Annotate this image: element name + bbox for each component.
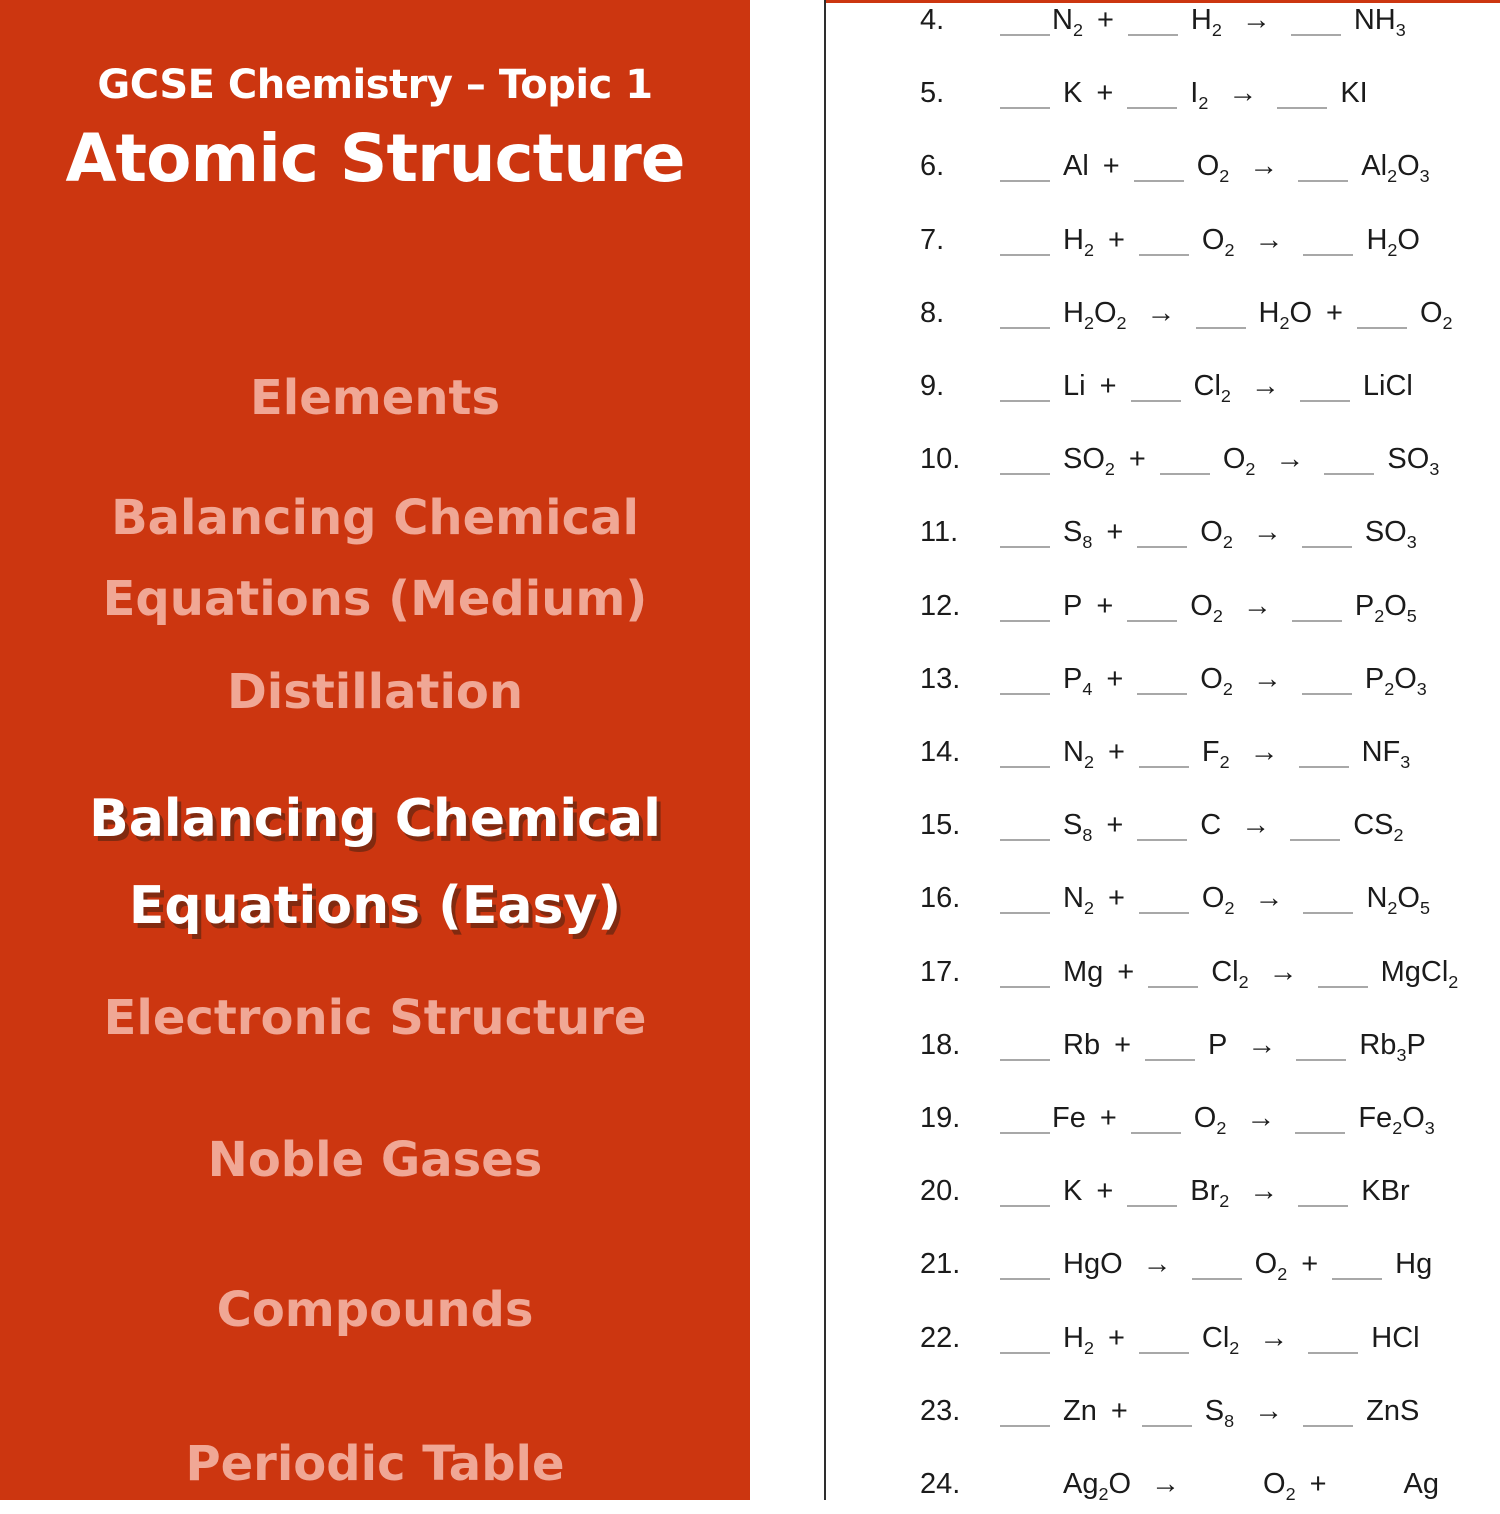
blank-line — [1292, 620, 1342, 622]
arrow-operator: → — [1241, 809, 1271, 842]
arrow-operator: → — [1252, 662, 1282, 695]
formula: $O_2$ — [1263, 1468, 1296, 1504]
formula: Rb — [1063, 1028, 1101, 1061]
formula: Li — [1063, 370, 1086, 402]
equation — [1000, 1321, 1420, 1358]
formula: Hg — [1395, 1248, 1433, 1281]
equation-number: 10. — [920, 443, 961, 476]
formula: ZnS — [1366, 1394, 1420, 1427]
equation-row — [750, 516, 1500, 562]
formula: Ag — [1403, 1468, 1440, 1500]
equation — [1000, 150, 1430, 187]
blank-line — [1302, 693, 1352, 695]
equation-row — [750, 1029, 1500, 1075]
plus-operator: + — [1107, 882, 1125, 915]
blank-line — [1128, 34, 1178, 36]
blank-line — [1131, 400, 1181, 402]
arrow-operator: → — [1259, 1321, 1289, 1354]
formula: $H_2O$ — [1366, 223, 1420, 260]
blank-line — [1137, 839, 1187, 841]
formula: $O_2$ — [1222, 443, 1256, 479]
equation — [1000, 1175, 1410, 1211]
arrow-operator: → — [1254, 882, 1284, 915]
blank-line — [1296, 1059, 1346, 1061]
formula: $O_2$ — [1254, 1248, 1288, 1285]
blank-line — [1000, 1278, 1050, 1280]
plus-operator: + — [1107, 1321, 1125, 1354]
plus-operator: + — [1096, 589, 1114, 622]
blank-line — [1303, 254, 1353, 256]
blank-line — [1000, 839, 1050, 841]
formula: $H_2O$ — [1258, 296, 1313, 333]
equation — [1000, 1248, 1433, 1285]
formula: $Cl_2$ — [1201, 1321, 1240, 1358]
formula: $P_2O_5$ — [1354, 589, 1417, 626]
worksheet-panel — [750, 0, 1500, 1504]
equation — [1000, 662, 1427, 699]
blank-line — [1000, 1205, 1050, 1207]
formula: $I_2$ — [1190, 77, 1209, 113]
arrow-operator: → — [1249, 736, 1279, 768]
formula: KI — [1340, 77, 1368, 110]
formula: $Cl_2$ — [1193, 370, 1231, 406]
arrow-operator: → — [1247, 1028, 1277, 1061]
blank-line — [1145, 1059, 1195, 1061]
plus-operator: + — [1309, 1468, 1327, 1500]
formula: $O_2$ — [1201, 882, 1235, 919]
equation-row — [750, 370, 1500, 416]
sidebar — [0, 0, 750, 1500]
arrow-operator: → — [1249, 1175, 1279, 1208]
blank-line — [1127, 620, 1177, 622]
equation — [1000, 223, 1420, 260]
blank-line — [1000, 912, 1050, 914]
formula: $N_2$ — [1063, 882, 1094, 919]
equation-number: 5. — [920, 77, 945, 110]
formula: $S_8$ — [1063, 516, 1093, 553]
formula: $Fe_2O_3$ — [1358, 1102, 1435, 1138]
equation — [1000, 1028, 1426, 1065]
blank-line — [1000, 620, 1050, 622]
plus-operator: + — [1106, 809, 1124, 842]
equation-row — [750, 1248, 1500, 1294]
formula: $F_2$ — [1201, 736, 1230, 772]
plus-operator: + — [1096, 77, 1114, 110]
formula: $O_2$ — [1190, 589, 1223, 626]
blank-line — [1298, 1205, 1348, 1207]
equation-number: 17. — [920, 955, 961, 988]
formula: KBr — [1361, 1175, 1410, 1208]
equation — [1000, 589, 1417, 626]
blank-line — [1000, 180, 1050, 182]
plus-operator: + — [1107, 223, 1125, 256]
equation-number: 18. — [920, 1028, 961, 1061]
arrow-operator: → — [1252, 516, 1282, 549]
plus-operator: + — [1099, 370, 1117, 402]
formula: $H_2$ — [1063, 223, 1094, 260]
sidebar-item-distillation[interactable]: Distillation — [226, 664, 524, 720]
sidebar-item-balancing-chemical-equations-easy[interactable]: Balancing Chemical Equations (Easy) — [89, 789, 661, 937]
arrow-operator: → — [1268, 955, 1298, 988]
course-title: Atomic Structure — [65, 120, 685, 197]
blank-line — [1137, 693, 1187, 695]
blank-line — [1303, 1425, 1353, 1427]
arrow-operator: → — [1242, 589, 1272, 622]
blank-line — [1290, 839, 1340, 841]
equation — [1000, 77, 1368, 113]
formula: $O_2$ — [1419, 296, 1453, 333]
blank-line — [1277, 107, 1327, 109]
blank-line — [1291, 34, 1341, 36]
equation-row — [750, 77, 1500, 123]
blank-line — [1000, 1059, 1050, 1061]
equation-number: 19. — [920, 1102, 961, 1134]
equation-number: 11. — [920, 516, 959, 549]
blank-line — [1139, 1352, 1189, 1354]
sidebar-item-elements[interactable]: Elements — [249, 370, 501, 426]
plus-operator: + — [1096, 1175, 1114, 1208]
formula: $O_2$ — [1200, 516, 1233, 553]
equation — [1000, 296, 1453, 333]
formula: $S_8$ — [1063, 809, 1093, 845]
equation-row — [750, 443, 1500, 489]
blank-line — [1000, 1352, 1050, 1354]
formula: K — [1063, 77, 1083, 110]
worksheet-top-border — [825, 0, 1500, 3]
blank-line — [1000, 473, 1050, 475]
arrow-operator: → — [1146, 296, 1176, 329]
sidebar-item-balancing-chemical-equations-medium[interactable]: Balancing Chemical Equations (Medium) — [102, 490, 648, 627]
blank-line — [1000, 107, 1050, 109]
equation-row — [750, 1175, 1500, 1221]
formula: $N_2$ — [1063, 736, 1094, 772]
plus-operator: + — [1110, 1394, 1128, 1427]
equation-number: 16. — [920, 882, 961, 915]
plus-operator: + — [1128, 443, 1146, 476]
formula: $Ag_2O$ — [1063, 1468, 1132, 1504]
blank-line — [1300, 400, 1350, 402]
equation-number: 21. — [920, 1248, 961, 1281]
blank-line — [1308, 1352, 1358, 1354]
arrow-operator: → — [1246, 1102, 1276, 1134]
arrow-operator: → — [1142, 1248, 1172, 1281]
formula: $O_2$ — [1201, 223, 1235, 260]
formula: C — [1200, 809, 1222, 842]
formula: $O_2$ — [1193, 1102, 1227, 1138]
blank-line — [1299, 766, 1349, 768]
blank-line — [1000, 1132, 1050, 1134]
formula: Zn — [1063, 1394, 1097, 1427]
blank-line — [1000, 34, 1050, 36]
topic-heading: GCSE Chemistry – Topic 1 — [97, 62, 653, 108]
equation-row — [750, 956, 1500, 1002]
equation-row — [750, 663, 1500, 709]
blank-line — [1298, 180, 1348, 182]
equation-number: 9. — [920, 370, 945, 402]
arrow-operator: → — [1228, 77, 1258, 110]
blank-line — [1196, 327, 1246, 329]
equation-row — [750, 809, 1500, 855]
formula: P — [1208, 1028, 1228, 1061]
equation — [1000, 955, 1459, 992]
arrow-operator: → — [1250, 370, 1280, 402]
arrow-operator: → — [1254, 1394, 1284, 1427]
blank-line — [1000, 254, 1050, 256]
blank-line — [1000, 693, 1050, 695]
blank-line — [1000, 546, 1050, 548]
blank-line — [1000, 986, 1050, 988]
blank-line — [1000, 400, 1050, 402]
equation — [1000, 516, 1417, 553]
formula: $N_2$ — [1052, 4, 1083, 40]
equation-number: 15. — [920, 809, 961, 842]
formula: $H_2O_2$ — [1063, 296, 1127, 333]
formula: $NF_3$ — [1361, 736, 1411, 772]
formula: $CS_2$ — [1353, 809, 1404, 845]
plus-operator: + — [1117, 955, 1135, 988]
formula: HCl — [1371, 1321, 1420, 1354]
plus-operator: + — [1099, 1102, 1117, 1134]
sidebar-item-electronic-structure[interactable]: Electronic Structure — [103, 990, 647, 1046]
equation-number: 14. — [920, 736, 961, 768]
equation-row — [750, 224, 1500, 270]
equation-row — [750, 736, 1500, 782]
equation-number: 8. — [920, 296, 945, 329]
plus-operator: + — [1114, 1028, 1132, 1061]
blank-line — [1192, 1278, 1242, 1280]
plus-operator: + — [1102, 150, 1120, 183]
blank-line — [1357, 327, 1407, 329]
formula: K — [1063, 1175, 1083, 1208]
equation-number: 23. — [920, 1394, 961, 1427]
formula: $SO_2$ — [1063, 443, 1115, 479]
blank-line — [1148, 986, 1198, 988]
equation-row — [750, 297, 1500, 343]
blank-line — [1295, 1132, 1345, 1134]
equation — [1000, 882, 1430, 919]
blank-line — [1324, 473, 1374, 475]
equation-number: 22. — [920, 1321, 961, 1354]
equation — [1000, 443, 1440, 479]
formula: $P_4$ — [1063, 662, 1093, 699]
equation-row — [750, 1102, 1500, 1148]
plus-operator: + — [1107, 736, 1125, 768]
equation — [1000, 1102, 1435, 1138]
equation-row — [750, 590, 1500, 636]
arrow-operator: → — [1254, 223, 1284, 256]
equation — [1000, 370, 1413, 406]
formula: Mg — [1063, 955, 1104, 988]
equation-row — [750, 1468, 1500, 1514]
blank-line — [1000, 766, 1050, 768]
blank-line — [1134, 180, 1184, 182]
equation — [1000, 736, 1411, 772]
blank-line — [1303, 912, 1353, 914]
formula: HgO — [1063, 1248, 1123, 1281]
blank-line — [1332, 1278, 1382, 1280]
formula: $N_2O_5$ — [1366, 882, 1430, 919]
equation — [1000, 1468, 1440, 1504]
blank-line — [1302, 546, 1352, 548]
blank-line — [1131, 1132, 1181, 1134]
formula: $Cl_2$ — [1211, 955, 1249, 992]
formula: LiCl — [1362, 370, 1413, 402]
formula: $Al_2O_3$ — [1361, 150, 1430, 187]
equation-number: 24. — [920, 1468, 961, 1500]
formula: Al — [1063, 150, 1089, 183]
plus-operator: + — [1106, 662, 1124, 695]
blank-line — [1137, 546, 1187, 548]
blank-line — [1000, 327, 1050, 329]
equation — [1000, 809, 1404, 845]
formula: $S_8$ — [1204, 1394, 1235, 1431]
plus-operator: + — [1326, 296, 1343, 329]
equation-row — [750, 1322, 1500, 1368]
blank-line — [1160, 473, 1210, 475]
formula: $SO_3$ — [1387, 443, 1440, 479]
blank-line — [1127, 1205, 1177, 1207]
blank-line — [1000, 1425, 1050, 1427]
formula: $Br_2$ — [1190, 1175, 1230, 1211]
equation-number: 20. — [920, 1175, 961, 1208]
formula: $Rb_3P$ — [1359, 1028, 1426, 1065]
blank-line — [1139, 254, 1189, 256]
formula: $H_2$ — [1190, 4, 1222, 40]
formula: $NH_3$ — [1353, 4, 1406, 40]
blank-line — [1127, 107, 1177, 109]
formula: $H_2$ — [1063, 1321, 1094, 1358]
plus-operator: + — [1096, 4, 1114, 36]
blank-line — [1142, 1425, 1192, 1427]
equation — [1000, 1394, 1420, 1431]
formula: MgCl$_2$ — [1380, 955, 1459, 992]
formula: $P_2O_3$ — [1364, 662, 1427, 699]
blank-line — [1139, 912, 1189, 914]
plus-operator: + — [1301, 1248, 1319, 1281]
formula: P — [1063, 589, 1083, 622]
sidebar-item-periodic-table[interactable]: Periodic Table — [185, 1436, 565, 1492]
equation-number: 6. — [920, 150, 945, 183]
formula: $O_2$ — [1200, 662, 1233, 699]
arrow-operator: → — [1249, 150, 1279, 183]
formula: Fe — [1052, 1102, 1086, 1134]
equation-row — [750, 150, 1500, 196]
sidebar-item-noble-gases[interactable]: Noble Gases — [207, 1132, 543, 1188]
equation-number: 12. — [920, 589, 961, 622]
arrow-operator: → — [1151, 1468, 1181, 1500]
arrow-operator: → — [1275, 443, 1305, 476]
sidebar-item-compounds[interactable]: Compounds — [216, 1282, 534, 1338]
equation-number: 7. — [920, 223, 945, 256]
equation-row — [750, 1395, 1500, 1441]
equation-row — [750, 4, 1500, 50]
equation-number: 13. — [920, 662, 961, 695]
equation-number: 4. — [920, 4, 945, 36]
formula: $SO_3$ — [1364, 516, 1417, 553]
plus-operator: + — [1106, 516, 1124, 549]
arrow-operator: → — [1241, 4, 1271, 36]
equation — [1000, 4, 1406, 40]
blank-line — [1318, 986, 1368, 988]
formula: $O_2$ — [1196, 150, 1230, 187]
equation-row — [750, 882, 1500, 928]
blank-line — [1139, 766, 1189, 768]
